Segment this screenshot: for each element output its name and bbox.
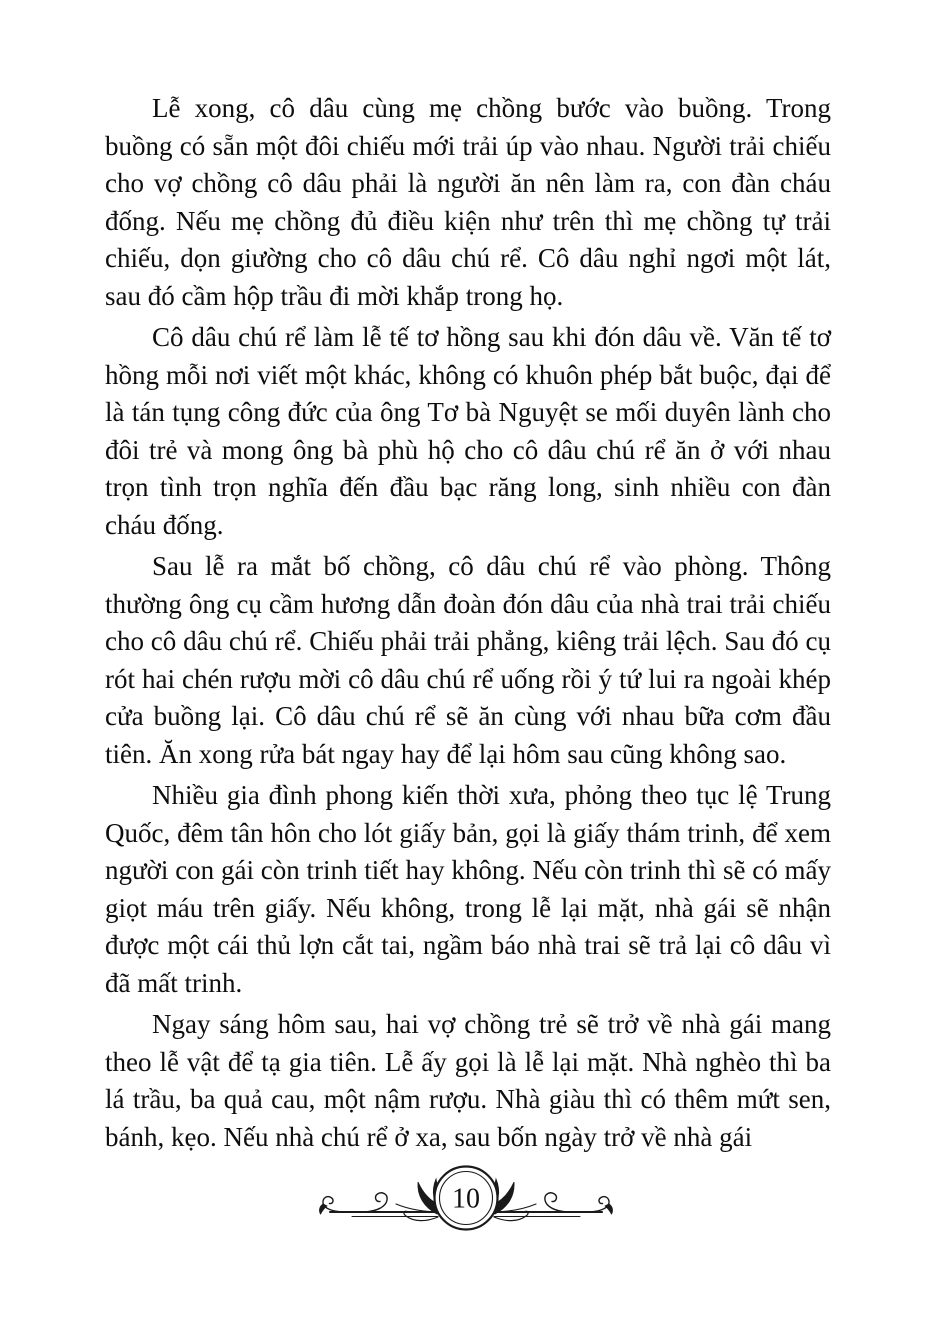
paragraph: Lễ xong, cô dâu cùng mẹ chồng bước vào buồng. Trong buồng có sẵn một đôi chiếu mới trải úp vào nhau. Người trải chiếu cho vợ chồng cô dâu phải là người ăn nên làm ra, con đàn cháu đống. Nếu mẹ chồng đủ điều kiện như trên thì mẹ chồng tự trải chiếu, dọn giường cho cô dâu chú rể. Cô dâu nghỉ ngơi một lát, sau đó cầm hộp trầu đi mời khắp trong họ. (105, 93, 831, 311)
paragraph: Nhiều gia đình phong kiến thời xưa, phỏng theo tục lệ Trung Quốc, đêm tân hôn cho lót giấy bản, gọi là giấy thám trinh, để xem người con gái còn trinh tiết hay không. Nếu còn trinh thì sẽ có mấy giọt máu trên giấy. Nếu không, trong lễ lại mặt, nhà gái sẽ nhận được một cái thủ lợn cắt tai, ngầm báo nhà trai sẽ trả lại cô dâu vì đã mất trinh. (105, 780, 831, 998)
page-number: 10 (451, 1183, 480, 1215)
paragraph: Sau lễ ra mắt bố chồng, cô dâu chú rể vào phòng. Thông thường ông cụ cầm hương dẫn đoàn đón dâu của nhà trai trải chiếu cho cô dâu chú rể. Chiếu phải trải phẳng, kiêng trải lệch. Sau đó cụ rót hai chén rượu mời cô dâu chú rể uống rồi ý tứ lui ra ngoài khép cửa buồng lại. Cô dâu chú rể sẽ ăn cùng với nhau bữa cơm đầu tiên. Ăn xong rửa bát ngay hay để lại hôm sau cũng không sao. (105, 551, 831, 769)
paragraph: Ngay sáng hôm sau, hai vợ chồng trẻ sẽ trở về nhà gái mang theo lễ vật để tạ gia tiên. Lễ ấy gọi là lễ lại mặt. Nhà nghèo thì ba lá trầu, ba quả cau, một nậm rượu. Nhà giàu thì có thêm mứt sen, bánh, kẹo. Nếu nhà chú rể ở xa, sau bốn ngày trở về nhà gái (105, 1009, 831, 1152)
footer-ornament (0, 1160, 931, 1242)
body-text (105, 90, 831, 1160)
paragraph: Cô dâu chú rể làm lễ tế tơ hồng sau khi đón dâu về. Văn tế tơ hồng mỗi nơi viết một khác, không có khuôn phép bắt buộc, đại để là tán tụng công đức của ông Tơ bà Nguyệt se mối duyên lành cho đôi trẻ và mong ông bà phù hộ cho cô dâu chú rể ăn ở với nhau trọn tình trọn nghĩa đến đầu bạc răng long, sinh nhiều con đàn cháu đống. (105, 322, 831, 540)
